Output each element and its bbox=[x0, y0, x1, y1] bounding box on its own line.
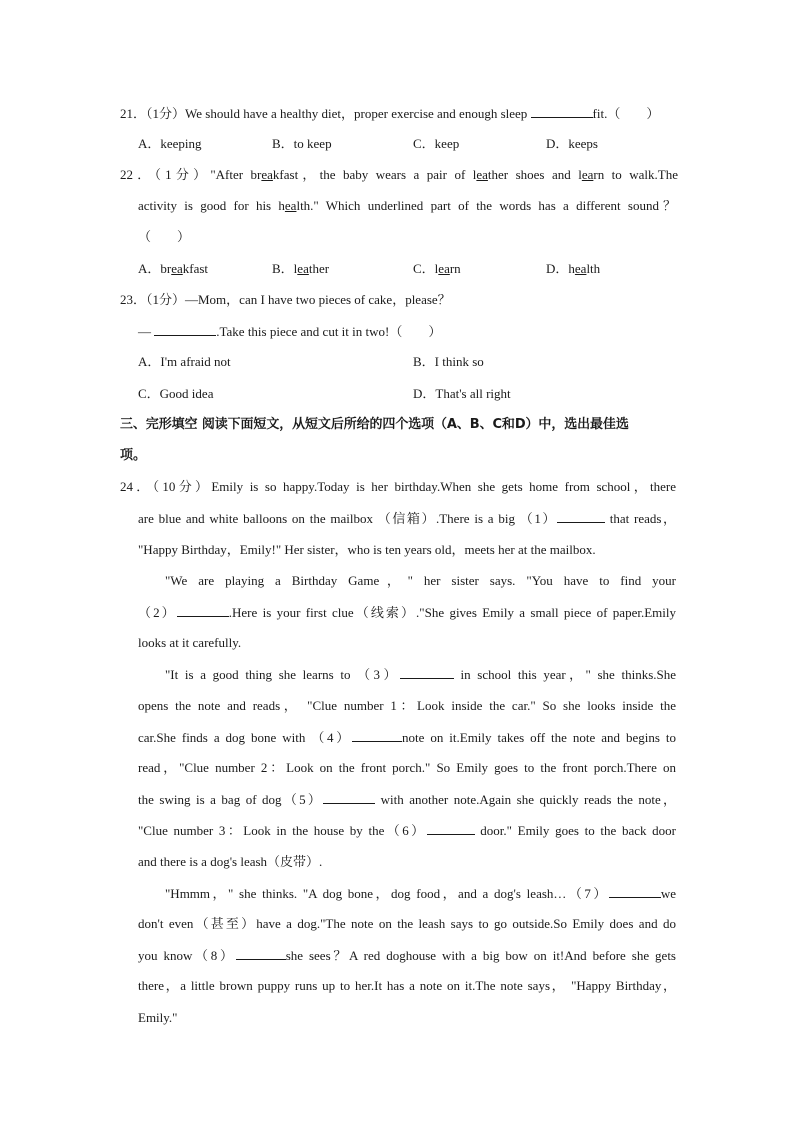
question-21 bbox=[120, 105, 678, 122]
option-label: A．br bbox=[138, 261, 172, 276]
option-b: B．to keep bbox=[272, 136, 332, 151]
text-segment: "It is a good thing she learns to （3） bbox=[165, 667, 400, 682]
option-label: D．h bbox=[546, 261, 575, 276]
passage-line: Emily." bbox=[138, 1010, 178, 1025]
option-a: A．keeping bbox=[138, 136, 202, 151]
cloze-blank-5 bbox=[323, 791, 375, 804]
text-segment: kfast，the baby wears a pair of l bbox=[272, 167, 477, 182]
cloze-blank-1 bbox=[557, 510, 605, 523]
question-text: We should have a healthy diet，proper exercise and enough sleep bbox=[185, 106, 531, 121]
text-segment: in school this year，" she thinks.She bbox=[453, 667, 676, 682]
option-text: lth bbox=[586, 261, 601, 276]
cloze-blank-4 bbox=[352, 729, 402, 742]
underlined-letters: ea bbox=[438, 261, 450, 276]
section-heading-cont: 项。 bbox=[120, 448, 147, 463]
passage-line: 24．（10分）Emily is so happy.Today is her birthday.When she gets home from school，there bbox=[120, 479, 676, 494]
question-22-line-2 bbox=[138, 198, 676, 214]
text-segment: car.She finds a dog bone with （4） bbox=[138, 730, 352, 745]
section-heading: 三、完形填空 阅读下面短文，从短文后所给的四个选项（A、B、C和D）中，选出最佳选 bbox=[120, 417, 629, 432]
passage-line bbox=[138, 510, 676, 527]
answer-parentheses: （ ） bbox=[138, 229, 191, 244]
text-segment: with another note.Again she quickly reads the note， bbox=[375, 792, 677, 807]
option-label: B．l bbox=[272, 261, 298, 276]
passage-line bbox=[138, 604, 676, 621]
text-segment: .Here is your first clue（线索）."She gives Emily a small piece of paper.Emily bbox=[228, 605, 676, 620]
question-tail: fit.（ ） bbox=[592, 106, 660, 121]
option-label: C．l bbox=[413, 261, 439, 276]
passage-line: read，"Clue number 2：Look on the front porch." So Emily goes to the front porch.There on bbox=[138, 760, 676, 775]
cloze-blank-3 bbox=[400, 666, 454, 679]
text-segment: we bbox=[660, 886, 676, 901]
passage-line bbox=[138, 729, 676, 746]
question-score: （1分） bbox=[146, 106, 186, 121]
text-segment: rn to walk.The bbox=[593, 167, 678, 182]
passage-line bbox=[138, 822, 676, 839]
option-a bbox=[138, 261, 208, 277]
cloze-blank-8 bbox=[236, 947, 286, 960]
question-number: 21． bbox=[120, 106, 147, 121]
text-segment: lth." Which underlined part of the words has a different sound？ bbox=[296, 198, 676, 213]
text-segment: "Clue number 3：Look in the house by the（6） bbox=[138, 823, 427, 838]
option-b bbox=[272, 261, 329, 277]
text-segment: "Hmmm，" she thinks. "A dog bone，dog food，and a dog's leash…（7） bbox=[165, 886, 609, 901]
underlined-letters: ea bbox=[171, 261, 183, 276]
underlined-letters: ea bbox=[581, 167, 594, 182]
passage-line: don't even（甚至）have a dog."The note on the leash says to go outside.So Emily does and do bbox=[138, 916, 676, 931]
text-segment: you know（8） bbox=[138, 948, 236, 963]
option-c bbox=[413, 261, 461, 277]
passage-line bbox=[138, 947, 676, 964]
option-d: D．keeps bbox=[546, 136, 598, 151]
passage-line: and there is a dog's leash（皮带）. bbox=[138, 854, 323, 869]
option-d: D．That's all right bbox=[413, 386, 511, 401]
question-22 bbox=[120, 167, 678, 183]
answer-blank bbox=[531, 105, 593, 118]
text-segment: ther shoes and l bbox=[487, 167, 582, 182]
passage-line: "Happy Birthday，Emily!" Her sister，who is ten years old，meets her at the mailbox. bbox=[138, 542, 596, 557]
text-segment: note on it.Emily takes off the note and begins to bbox=[401, 730, 676, 745]
text-segment: door." Emily goes to the back door bbox=[474, 823, 677, 838]
underlined-letters: ea bbox=[297, 261, 309, 276]
underlined-letters: ea bbox=[574, 261, 587, 276]
underlined-letters: ea bbox=[284, 198, 297, 213]
passage-line: there，a little brown puppy runs up to her.It has a note on it.The note says， "Happy Birthday， bbox=[138, 978, 676, 993]
option-text: ther bbox=[308, 261, 330, 276]
text-segment: 22．（1分）"After br bbox=[120, 167, 262, 182]
question-text: .Take this piece and cut it in two!（ ） bbox=[216, 324, 442, 339]
passage-line: "We are playing a Birthday Game，" her sister says. "You have to find your bbox=[165, 573, 676, 588]
option-c: C．keep bbox=[413, 136, 460, 151]
cloze-blank-2 bbox=[177, 604, 229, 617]
underlined-letters: ea bbox=[476, 167, 488, 182]
question-23-line-2 bbox=[138, 323, 441, 340]
passage-line: looks at it carefully. bbox=[138, 635, 242, 650]
cloze-blank-6 bbox=[427, 822, 475, 835]
text-segment: she sees？A red doghouse with a big bow on it!And before she gets bbox=[285, 948, 676, 963]
passage-line bbox=[165, 885, 676, 902]
option-d bbox=[546, 261, 600, 277]
cloze-blank-7 bbox=[609, 885, 661, 898]
option-a: A．I'm afraid not bbox=[138, 354, 231, 369]
text-segment: （2） bbox=[138, 605, 177, 620]
underlined-letters: ea bbox=[261, 167, 273, 182]
passage-line bbox=[138, 791, 676, 808]
passage-line bbox=[165, 666, 676, 683]
dash: — bbox=[138, 324, 155, 339]
question-23: 23．（1分）—Mom，can I have two pieces of cake，please？ bbox=[120, 292, 451, 307]
option-b: B．I think so bbox=[413, 354, 484, 369]
option-c: C．Good idea bbox=[138, 386, 214, 401]
text-segment: activity is good for his h bbox=[138, 198, 285, 213]
option-text: rn bbox=[449, 261, 461, 276]
text-segment: the swing is a bag of dog（5） bbox=[138, 792, 324, 807]
option-text: kfast bbox=[182, 261, 209, 276]
text-segment: are blue and white balloons on the mailbox （信箱）.There is a big （1） bbox=[138, 511, 557, 526]
passage-line: opens the note and reads， "Clue number 1：Look inside the car." So she looks inside the bbox=[138, 698, 676, 713]
answer-blank bbox=[154, 323, 216, 336]
text-segment: that reads， bbox=[604, 511, 676, 526]
